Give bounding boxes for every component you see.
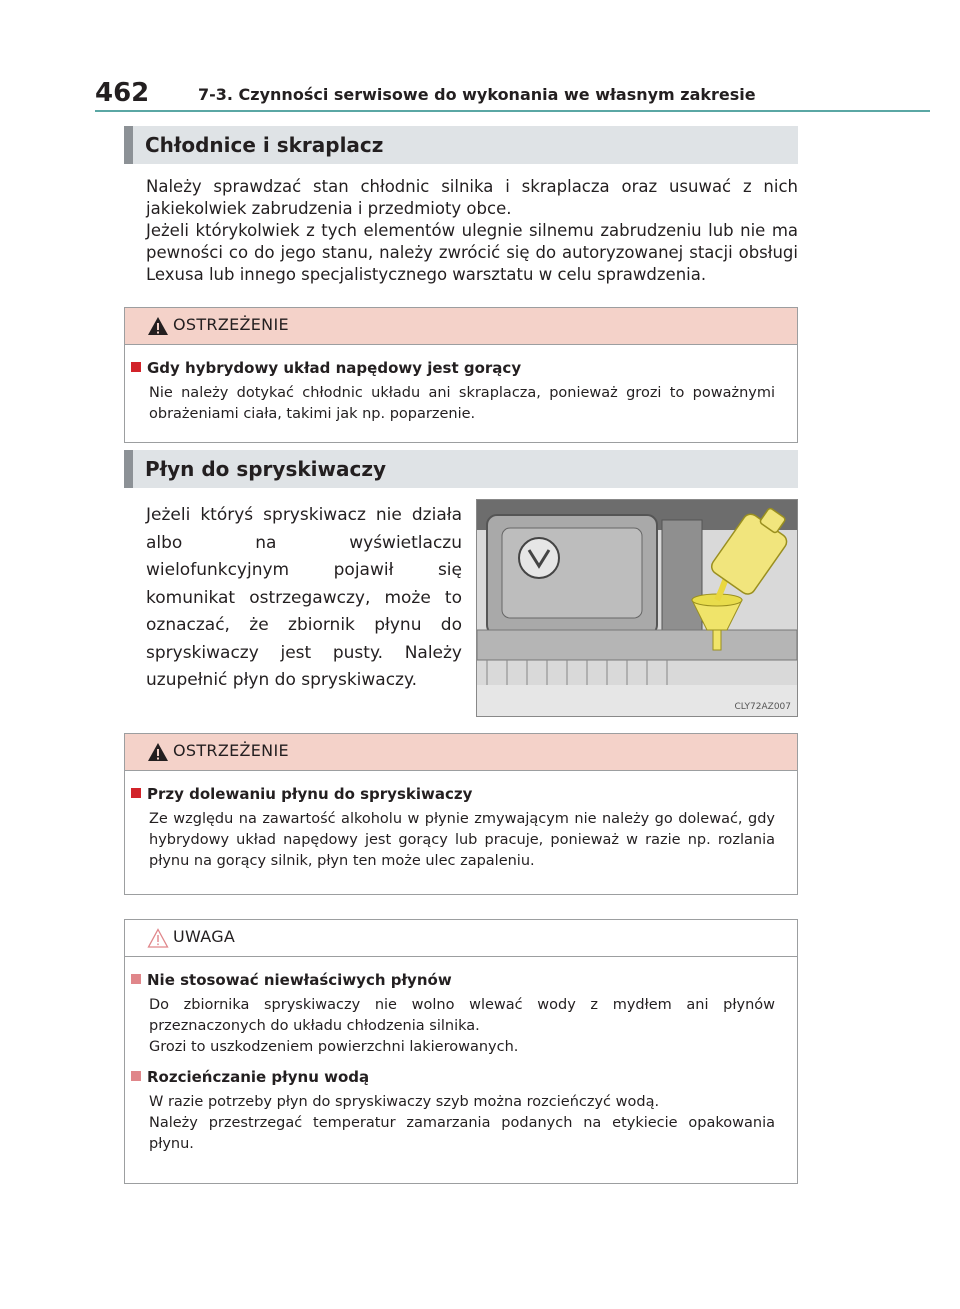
warning-box-refilling bbox=[124, 733, 798, 895]
warning-header bbox=[125, 308, 797, 345]
bullet-square-icon bbox=[131, 974, 141, 984]
notice-item-text bbox=[149, 995, 775, 1058]
notice-item-title-text: Rozcieńczanie płynu wodą bbox=[147, 1068, 370, 1086]
notice-item-title bbox=[131, 1068, 775, 1086]
page-header bbox=[95, 78, 930, 112]
intro-paragraph-1: Należy sprawdzać stan chłodnic silnika i skraplacza oraz usuwać z nich jakiekolwiek zabrudzenia i przedmioty obce. bbox=[146, 177, 798, 218]
warning-body bbox=[125, 345, 797, 447]
warning-body bbox=[125, 771, 797, 894]
notice-header bbox=[125, 920, 797, 957]
notice-item-paragraph: Grozi to uszkodzeniem powierzchni lakierowanych. bbox=[149, 1039, 519, 1055]
section-heading-washer-fluid bbox=[124, 450, 798, 488]
notice-box bbox=[124, 919, 798, 1184]
warning-item-title-text: Gdy hybrydowy układ napędowy jest gorący bbox=[147, 359, 522, 377]
engine-bay-illustration bbox=[476, 499, 798, 717]
warning-triangle-icon bbox=[147, 316, 169, 336]
notice-body bbox=[125, 957, 797, 1177]
header-rule bbox=[95, 110, 930, 112]
notice-triangle-icon bbox=[147, 928, 169, 948]
warning-label: OSTRZEŻENIE bbox=[173, 741, 289, 760]
notice-item-paragraph: Do zbiornika spryskiwaczy nie wolno wlewać wody z mydłem ani płynów przeznaczonych do układu chłodzenia silnika. bbox=[149, 997, 775, 1034]
section-title: Płyn do spryskiwaczy bbox=[145, 457, 387, 481]
notice-item-title-text: Nie stosować niewłaściwych płynów bbox=[147, 971, 452, 989]
chapter-title: 7-3. Czynności serwisowe do wykonania we własnym zakresie bbox=[198, 85, 756, 104]
warning-item-text: Nie należy dotykać chłodnic układu ani skraplacza, ponieważ grozi to poważnymi obrażeniami ciała, takimi jak np. poparzenie. bbox=[149, 385, 775, 422]
bullet-square-icon bbox=[131, 1071, 141, 1081]
warning-item-title bbox=[131, 785, 775, 803]
engine-bay-drawing bbox=[477, 500, 797, 716]
image-code: CLY72AZ007 bbox=[734, 702, 791, 712]
warning-box-hot-system bbox=[124, 307, 798, 443]
notice-item-paragraph: W razie potrzeby płyn do spryskiwaczy szyb można rozcieńczyć wodą. bbox=[149, 1094, 660, 1110]
warning-header bbox=[125, 734, 797, 771]
notice-item-text bbox=[149, 1092, 775, 1155]
warning-item-title bbox=[131, 359, 775, 377]
warning-triangle-icon bbox=[147, 742, 169, 762]
intro-text bbox=[146, 176, 798, 286]
notice-item-title bbox=[131, 971, 775, 989]
page-number: 462 bbox=[95, 78, 150, 108]
section-title: Chłodnice i skraplacz bbox=[145, 133, 384, 157]
bullet-square-icon bbox=[131, 362, 141, 372]
bullet-square-icon bbox=[131, 788, 141, 798]
washer-fluid-text: Jeżeli któryś spryskiwacz nie działa albo na wyświetlaczu wielofunkcyjnym pojawił się komunikat ostrzegawczy, może to oznaczać, że zbiornik płynu do spryskiwaczy jest pusty. Należy uzupełnić płyn do spryskiwaczy. bbox=[146, 505, 462, 690]
warning-item-title-text: Przy dolewaniu płynu do spryskiwaczy bbox=[147, 785, 473, 803]
section-heading-radiators bbox=[124, 126, 798, 164]
notice-label: UWAGA bbox=[173, 927, 236, 946]
notice-item-paragraph: Należy przestrzegać temperatur zamarzania podanych na etykiecie opakowania płynu. bbox=[149, 1115, 775, 1152]
warning-label: OSTRZEŻENIE bbox=[173, 315, 289, 334]
warning-item-text: Ze względu na zawartość alkoholu w płynie zmywającym nie należy go dolewać, gdy hybrydowy układ napędowy jest gorący lub pracuje, ponieważ w razie np. rozlania płynu na gorący silnik, płyn ten może ulec zapaleniu. bbox=[149, 811, 775, 869]
intro-paragraph-2: Jeżeli którykolwiek z tych elementów ulegnie silnemu zabrudzeniu lub nie ma pewności co do jego stanu, należy zwrócić się do autoryzowanej stacji obsługi Lexusa lub innego specjalistycznego warsztatu w celu sprawdzenia. bbox=[146, 221, 798, 284]
